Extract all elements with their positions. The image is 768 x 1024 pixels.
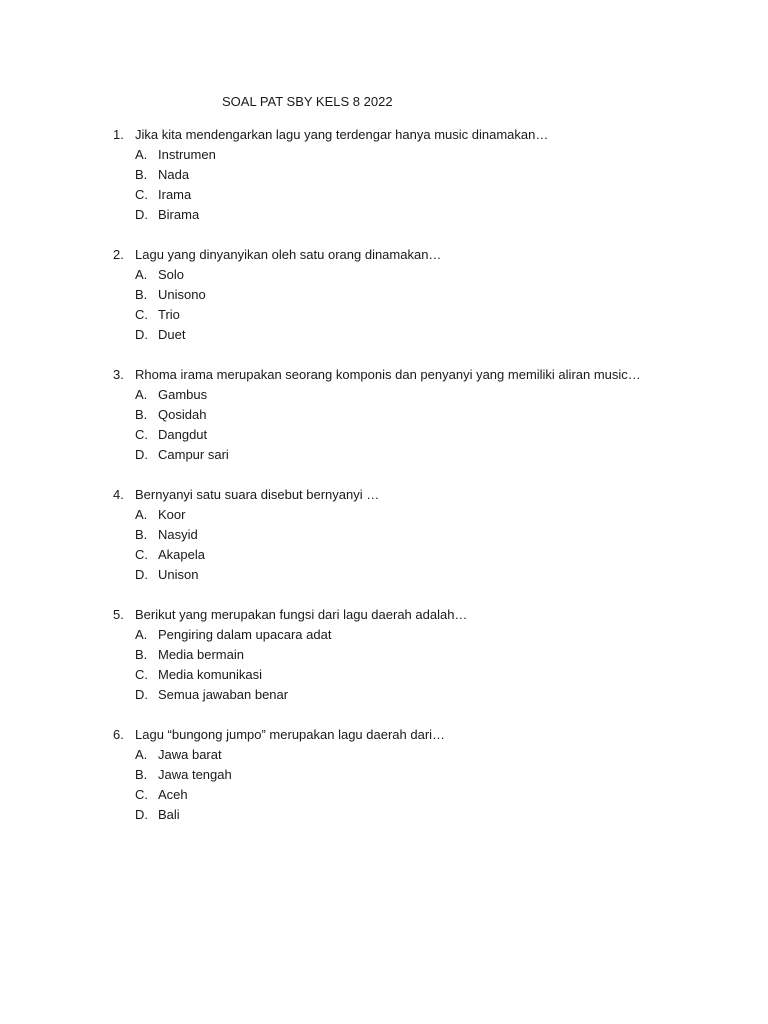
option-letter: D.: [135, 447, 148, 462]
option-a: [0, 506, 768, 526]
option-text: Jawa barat: [158, 747, 222, 762]
question-list: [0, 126, 768, 846]
question-text: Lagu “bungong jumpo” merupakan lagu daerah dari…: [135, 727, 446, 742]
question-row: [0, 486, 768, 506]
option-c: [0, 666, 768, 686]
option-letter: C.: [135, 787, 148, 802]
option-letter: D.: [135, 807, 148, 822]
option-text: Akapela: [158, 547, 205, 562]
question-number: 5.: [113, 607, 124, 622]
option-text: Qosidah: [158, 407, 207, 422]
option-text: Aceh: [158, 787, 188, 802]
option-letter: C.: [135, 187, 148, 202]
question-4: [0, 486, 768, 606]
question-row: [0, 126, 768, 146]
option-a: [0, 746, 768, 766]
question-row: [0, 606, 768, 626]
option-b: [0, 646, 768, 666]
question-6: [0, 726, 768, 846]
option-letter: A.: [135, 747, 148, 762]
option-text: Duet: [158, 327, 186, 342]
option-letter: A.: [135, 627, 148, 642]
option-letter: D.: [135, 687, 148, 702]
option-text: Unisono: [158, 287, 206, 302]
option-letter: B.: [135, 527, 148, 542]
question-number: 2.: [113, 247, 124, 262]
option-text: Unison: [158, 567, 199, 582]
question-3: [0, 366, 768, 486]
option-b: [0, 526, 768, 546]
option-d: [0, 446, 768, 466]
option-letter: C.: [135, 427, 148, 442]
option-text: Solo: [158, 267, 185, 282]
option-text: Birama: [158, 207, 200, 222]
option-text: Trio: [158, 307, 180, 322]
option-letter: A.: [135, 267, 148, 282]
question-number: 4.: [113, 487, 124, 502]
question-number: 6.: [113, 727, 124, 742]
option-text: Campur sari: [158, 447, 229, 462]
option-text: Instrumen: [158, 147, 216, 162]
option-a: [0, 626, 768, 646]
option-letter: B.: [135, 407, 148, 422]
question-text: Jika kita mendengarkan lagu yang terdengar hanya music dinamakan…: [135, 127, 549, 142]
option-text: Semua jawaban benar: [158, 687, 289, 702]
option-text: Jawa tengah: [158, 767, 232, 782]
option-text: Media bermain: [158, 647, 244, 662]
option-a: [0, 386, 768, 406]
option-letter: C.: [135, 667, 148, 682]
option-d: [0, 566, 768, 586]
option-letter: B.: [135, 167, 148, 182]
option-letter: A.: [135, 507, 148, 522]
option-letter: C.: [135, 547, 148, 562]
option-b: [0, 286, 768, 306]
option-text: Bali: [158, 807, 180, 822]
option-c: [0, 786, 768, 806]
option-c: [0, 426, 768, 446]
question-text: Bernyanyi satu suara disebut bernyanyi …: [135, 487, 380, 502]
option-text: Irama: [158, 187, 192, 202]
option-letter: B.: [135, 647, 148, 662]
option-c: [0, 306, 768, 326]
option-a: [0, 266, 768, 286]
question-number: 3.: [113, 367, 124, 382]
option-text: Koor: [158, 507, 186, 522]
option-d: [0, 686, 768, 706]
option-d: [0, 806, 768, 826]
option-d: [0, 206, 768, 226]
question-5: [0, 606, 768, 726]
question-row: [0, 246, 768, 266]
option-text: Pengiring dalam upacara adat: [158, 627, 332, 642]
option-letter: A.: [135, 147, 148, 162]
option-b: [0, 406, 768, 426]
question-1: [0, 126, 768, 246]
question-text: Rhoma irama merupakan seorang komponis dan penyanyi yang memiliki aliran music…: [135, 367, 641, 382]
question-number: 1.: [113, 127, 124, 142]
option-d: [0, 326, 768, 346]
option-letter: A.: [135, 387, 148, 402]
option-text: Nasyid: [158, 527, 198, 542]
option-b: [0, 166, 768, 186]
option-letter: B.: [135, 767, 148, 782]
question-text: Berikut yang merupakan fungsi dari lagu daerah adalah…: [135, 607, 468, 622]
option-b: [0, 766, 768, 786]
option-letter: B.: [135, 287, 148, 302]
option-text: Media komunikasi: [158, 667, 263, 682]
option-text: Gambus: [158, 387, 208, 402]
option-c: [0, 186, 768, 206]
option-c: [0, 546, 768, 566]
document-title: SOAL PAT SBY KELS 8 2022: [222, 94, 393, 109]
question-text: Lagu yang dinyanyikan oleh satu orang dinamakan…: [135, 247, 442, 262]
option-a: [0, 146, 768, 166]
option-letter: D.: [135, 327, 148, 342]
option-letter: C.: [135, 307, 148, 322]
question-row: [0, 726, 768, 746]
option-text: Nada: [158, 167, 190, 182]
option-text: Dangdut: [158, 427, 208, 442]
option-letter: D.: [135, 567, 148, 582]
question-2: [0, 246, 768, 366]
option-letter: D.: [135, 207, 148, 222]
question-row: [0, 366, 768, 386]
